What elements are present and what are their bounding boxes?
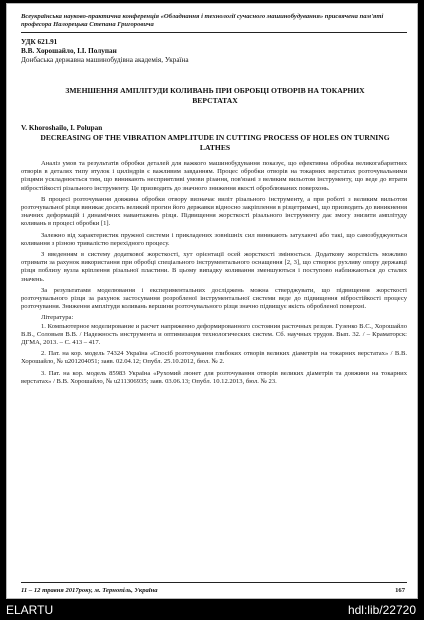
article-body xyxy=(21,160,407,389)
page-number: 167 xyxy=(395,587,405,594)
handle-label: hdl:lib/22720 xyxy=(347,603,416,617)
footer-date-place: 11 – 12 травня 2017року, м. Тернопіль, Україна xyxy=(21,587,158,594)
paragraph: Аналіз умов та результатів обробки деталей для важкого машинобудування показує, що ефективна обробка великогабаритних отворів в деталях типу втулок і циліндрів є важливим завданням. Процес обробки отворів на токарних верстатах розточувальними різцями ускладнюється тим, що виникають несприятливі умови різання, пов'язані з великим вильотом інструменту, що веде до втрати вібростійкості різального інструменту. Це призводить до значного зниження якості оброблюваних поверхонь. xyxy=(21,160,407,192)
reference-item: 2. Пат. на кор. модель 74324 Україна «Спосіб розточування глибоких отворів великих діаметрів на токарних верстатах» / В.В. Хорошайло, № u201204051; заяв. 02.04.12; Опубл. 25.10.2012, бюл. № 2. xyxy=(21,350,407,366)
references-heading: Література: xyxy=(41,314,74,322)
paragraph: В процесі розточування довжина обробки отвору визначає виліт різального інструменту, а при роботі з великим вильотом розточувальної різця виникає досить великий прогин його державки відносно закріплення в різцетримачі, що призводить до виникнення значних деформацій і динамічних навантажень різця. Підвищення жорсткості різального інструменту дає змогу знизити амплітуду коливань в процесі обробки [1]. xyxy=(21,195,407,228)
paragraph: За результатами моделювання і експериментальних досліджень можна стверджувати, що підвищення жорсткості розточувального різця за рахунок застосування розробленої інструментальної системи веде до підвищення вібростійкості процесу розточування. Зниження амплітуди коливань вершини розточувального різця значно підвищує якість обробленої поверхні. xyxy=(21,286,407,311)
conference-header: Всеукраїнська науково-практична конференція «Обладнання і технології сучасного машинобудування» присвячена пам'яті професора Налорецька Степана Григоровича xyxy=(21,13,384,28)
document-page xyxy=(6,3,418,599)
affiliation: Донбаська державна машинобудівна академія, Україна xyxy=(21,56,189,64)
paragraph: Залежно від характеристик пружної системи і прикладених зовнішніх сил виникають затухаючі або такі, що самозбуджуються коливання з різною тривалістю перехідного процесу. xyxy=(21,231,407,247)
reference-item: 3. Пат. на кор. модель 85983 Україна «Рухомий люнет для розточування отворів великих діаметрів та довжини на токарних верстатах» / В.В. Хорошайло, № u211306935; заяв. 03.06.13; Опубл. 10.12.2013, бюл. № 23. xyxy=(21,369,407,385)
authors-en: V. Khoroshailo, I. Polupan xyxy=(21,124,103,132)
footer-rule xyxy=(21,582,407,583)
authors-ua: В.В. Хорошайло, І.І. Полупан xyxy=(21,47,117,55)
repository-label: ELARTU xyxy=(6,603,54,617)
udk-code: УДК 621.91 xyxy=(21,38,58,46)
title-en: DECREASING OF THE VIBRATION AMPLITUDE IN CUTTING PROCESS OF HOLES ON TURNING LATHES xyxy=(40,133,390,152)
title-ua: ЗМЕНШЕННЯ АМПЛІТУДИ КОЛИВАНЬ ПРИ ОБРОБЦІ ОТВОРІВ НА ТОКАРНИХ ВЕРСТАТАХ xyxy=(65,86,365,105)
paragraph: З введенням в систему додаткової жорсткості, хут орієнтації осей жорсткості змінюється. Додаткову жорсткість можливо отримати за рахунок використання при обробці спеціального інструментального оснащення [2, 3], що створює рухливу опору державці різця поблизу вузла кріплення різальної пластини. В цьому випадку коливання зменшуються і поступово наближаються до сталих значень. xyxy=(21,251,407,283)
header-rule xyxy=(21,32,407,33)
viewer-bar xyxy=(0,600,424,620)
reference-item: 1. Компьютерное моделирование и расчет напряженно деформированного состояния расточных резцов. Гузенко В.С., Хорошайло В.В., Соловьев В.В. / Надежность инструмента и оптимизация технологических систем. Сб. научных трудов. Вып. 32. / – Краматорск: ДГМА, 2013. – С. 413 – 417. xyxy=(21,322,407,347)
